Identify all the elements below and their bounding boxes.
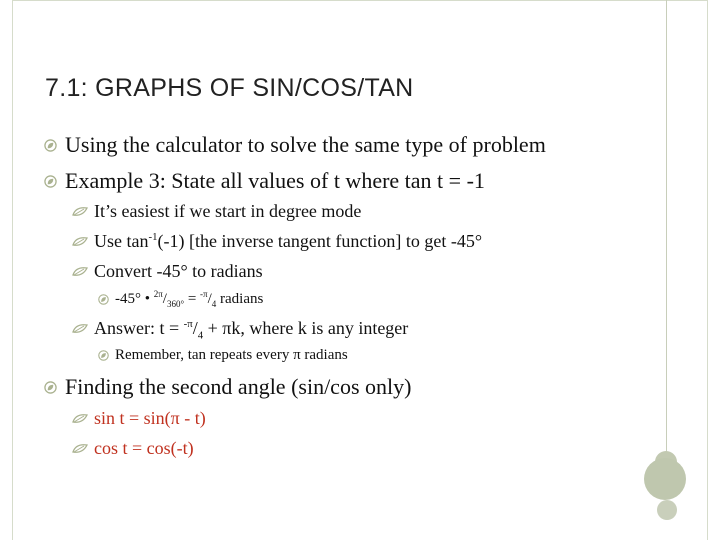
bullet-example3 [44,168,485,194]
bullet-text: Using the calculator to solve the same type of problem [65,132,546,157]
bullet-calculator [44,132,546,158]
bullet-text: Example 3: State all values of t where tan t = -1 [65,168,485,193]
slide-top-rule [12,0,708,1]
decorative-line [666,0,667,455]
sub-bullet-inverse-tangent [72,231,482,252]
bullet-text: Remember, tan repeats every π radians [115,347,348,363]
bullet-text: Finding the second angle (sin/cos only) [65,374,412,399]
bullet-text: Convert -45° to radians [94,261,263,281]
bullet-text: cos t = cos(-t) [94,438,194,458]
bullet-text: -45° • $^{2\pi}/_{360^\circ} = ^{-\pi}/_4$ radians [115,289,264,309]
sub-bullet-sin-identity [72,408,206,429]
sub-bullet-degree-mode [72,201,361,222]
bullet-text: Use $\tan^{-1}(-1)$ [the inverse tangent function] to get -45° [94,231,483,251]
leaf-bullet-icon [44,175,57,188]
decorative-circle [644,458,686,500]
sub-bullet-convert [72,261,263,282]
leaf-bullet-icon [72,443,88,454]
sub-sub-bullet-conversion [98,291,263,308]
sub-sub-bullet-remember [98,347,348,364]
leaf-bullet-icon [72,413,88,424]
bullet-text: sin t = sin(π - t) [94,408,206,428]
sub-bullet-cos-identity [72,438,194,459]
leaf-bullet-icon [98,350,109,361]
leaf-bullet-icon [72,236,88,247]
slide-title: 7.1: GRAPHS OF SIN/COS/TAN [45,74,414,102]
leaf-bullet-icon [72,266,88,277]
leaf-bullet-icon [72,323,88,334]
bullet-text: It’s easiest if we start in degree mode [94,201,362,221]
decorative-circle [657,500,677,520]
sub-bullet-answer [72,318,409,342]
leaf-bullet-icon [44,139,57,152]
bullet-second-angle [44,374,411,400]
leaf-bullet-icon [44,381,57,394]
leaf-bullet-icon [98,294,109,305]
leaf-bullet-icon [72,206,88,217]
bullet-text: Answer: $t = ^{-\pi}/_4 + \pi k$, where k is any integer [94,318,409,342]
